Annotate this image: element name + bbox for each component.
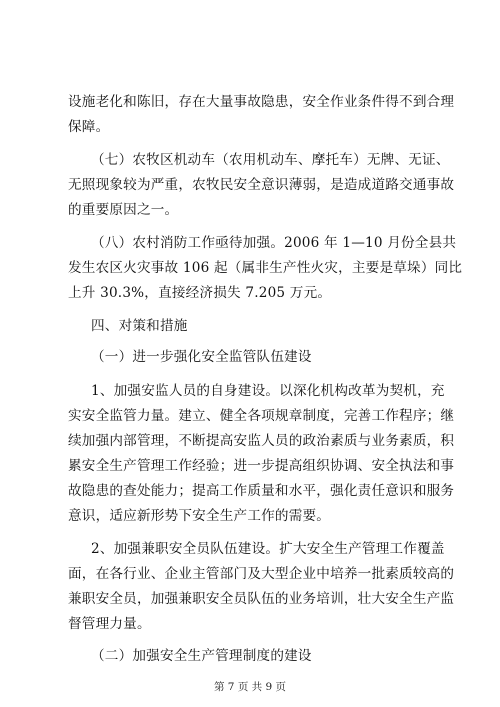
text-line: （七）农牧区机动车（农用机动车、摩托车）无牌、无证、	[91, 152, 450, 168]
text-line: 意识，适应新形势下安全生产工作的需要。	[68, 508, 331, 524]
text-line: 故隐患的查处能力；提高工作质量和水平，强化责任意识和服务	[68, 483, 455, 499]
text-line: 设施老化和陈旧，存在大量事故隐患，安全作业条件得不到合理	[68, 94, 455, 110]
text-line: 2、加强兼职安全员队伍建设。扩大安全生产管理工作覆盖	[91, 541, 445, 557]
text-line: 督管理力量。	[68, 616, 151, 632]
text-line: 面，在各行业、企业主管部门及大型企业中培养一批素质较高的	[68, 566, 455, 582]
subsection-heading: （一）进一步强化安全监管队伍建设	[91, 349, 312, 365]
text-line: 的重要原因之一。	[68, 202, 179, 218]
text-line: 续加强内部管理，不断提高安监人员的政治素质与业务素质，积	[68, 433, 455, 449]
text-line: 1、加强安监人员的自身建设。以深化机构改革为契机，充	[91, 383, 445, 399]
text-line: 保障。	[68, 119, 110, 135]
section-heading: 四、对策和措施	[91, 318, 188, 334]
text-line: 上升 30.3%，直接经济损失 7.205 万元。	[68, 285, 332, 301]
text-line: 兼职安全员，加强兼职安全员队伍的业务培训，壮大安全生产监	[68, 591, 455, 607]
text-line: （八）农村消防工作亟待加强。2006 年 1—10 月份全县共	[91, 235, 457, 251]
text-line: 实安全监管力量。建立、健全各项规章制度，完善工作程序；继	[68, 408, 455, 424]
text-line: 无照现象较为严重，农牧民安全意识薄弱，是造成道路交通事故	[68, 177, 455, 193]
page-number-footer: 第 7 页 共 9 页	[213, 681, 287, 693]
text-line: 累安全生产管理工作经验；进一步提高组织协调、安全执法和事	[68, 458, 455, 474]
subsection-heading: （二）加强安全生产管理制度的建设	[91, 648, 312, 664]
text-line: 发生农区火灾事故 106 起（属非生产性火灾，主要是草垛）同比	[68, 260, 463, 276]
